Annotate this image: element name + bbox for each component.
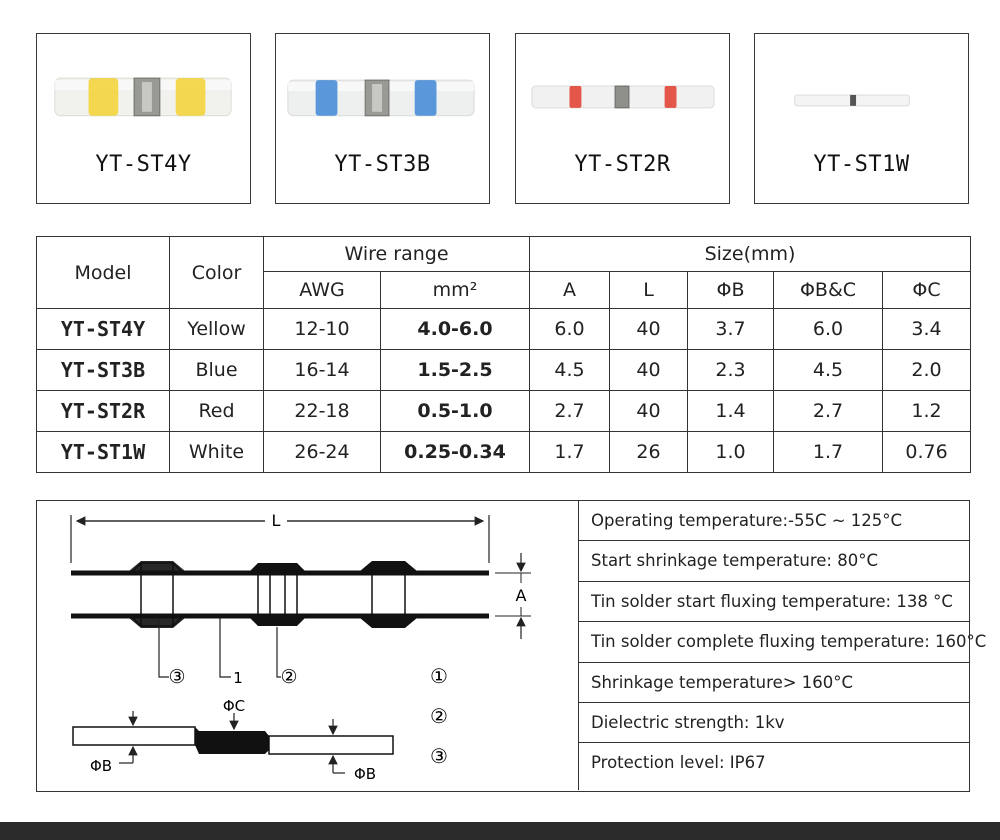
header-a: A (530, 272, 610, 309)
cell-model: YT-ST1W (37, 432, 170, 473)
phi-c-label: ΦC (222, 697, 246, 715)
property-operating-temp: Operating temperature:-55C ~ 125°C (579, 501, 969, 541)
cell-phi-c: 0.76 (883, 432, 971, 473)
cell-awg: 22-18 (264, 391, 381, 432)
cell-l: 40 (610, 350, 688, 391)
cell-phi-bc: 6.0 (774, 309, 883, 350)
cell-phi-b: 1.4 (688, 391, 774, 432)
band-left (89, 78, 119, 116)
header-color: Color (170, 237, 264, 309)
band-right (176, 78, 206, 116)
cell-awg: 26-24 (264, 432, 381, 473)
cell-model: YT-ST3B (37, 350, 170, 391)
header-size: Size(mm) (530, 237, 971, 272)
cell-color: Red (170, 391, 264, 432)
callout-1: 1 (233, 669, 243, 687)
dim-a-label: A (515, 586, 527, 605)
header-phi-b: ΦB (688, 272, 774, 309)
callout-3: ③ (168, 666, 186, 688)
table-row (37, 309, 971, 350)
solder-sleeve-red-icon (516, 34, 729, 144)
cell-color: Blue (170, 350, 264, 391)
product-model-label: YT-ST3B (334, 152, 431, 177)
product-model-label: YT-ST2R (574, 152, 671, 177)
cell-mm2: 0.25-0.34 (381, 432, 530, 473)
spec-table (36, 236, 971, 473)
header-awg: AWG (264, 272, 381, 309)
sleeve-drawing (37, 501, 578, 790)
header-phi-bc: ΦB&C (774, 272, 883, 309)
cell-phi-b: 2.3 (688, 350, 774, 391)
table-row (37, 432, 971, 473)
solder-sleeve-yellow-icon (37, 34, 250, 144)
cell-model: YT-ST4Y (37, 309, 170, 350)
cell-mm2: 0.5-1.0 (381, 391, 530, 432)
legend-2: ② (430, 704, 448, 728)
cell-phi-b: 3.7 (688, 309, 774, 350)
legend-3: ③ (430, 744, 448, 768)
cell-mm2: 4.0-6.0 (381, 309, 530, 350)
header-phi-c: ΦC (883, 272, 971, 309)
table-row (37, 391, 971, 432)
table-row (37, 350, 971, 391)
product-card-white (754, 33, 969, 204)
cell-awg: 16-14 (264, 350, 381, 391)
product-card-red (515, 33, 730, 204)
cell-a: 2.7 (530, 391, 610, 432)
band-left (569, 86, 581, 108)
cell-phi-c: 3.4 (883, 309, 971, 350)
header-wire-range: Wire range (264, 237, 530, 272)
cell-phi-c: 1.2 (883, 391, 971, 432)
callout-2: ② (280, 666, 298, 688)
cell-l: 40 (610, 391, 688, 432)
cell-a: 6.0 (530, 309, 610, 350)
bottom-bar (0, 822, 1000, 840)
cell-awg: 12-10 (264, 309, 381, 350)
product-card-blue (275, 33, 490, 204)
cell-l: 40 (610, 309, 688, 350)
phi-b-right-label: ΦB (353, 765, 377, 783)
property-flux-start-temp: Tin solder start fluxing temperature: 138 °C (579, 582, 969, 622)
band-right (665, 86, 677, 108)
product-model-label: YT-ST4Y (95, 152, 192, 177)
cell-phi-bc: 1.7 (774, 432, 883, 473)
solder-sleeve-white-icon (755, 34, 968, 144)
cell-l: 26 (610, 432, 688, 473)
property-flux-complete-temp: Tin solder complete fluxing temperature: 160°C (579, 622, 969, 662)
cell-mm2: 1.5-2.5 (381, 350, 530, 391)
cell-color: White (170, 432, 264, 473)
solder-sleeve-blue-icon (276, 34, 489, 144)
band-right (415, 80, 437, 116)
property-dielectric: Dielectric strength: 1kv (579, 703, 969, 743)
property-start-shrink-temp: Start shrinkage temperature: 80°C (579, 541, 969, 581)
header-l: L (610, 272, 688, 309)
cell-phi-b: 1.0 (688, 432, 774, 473)
bottom-section (36, 500, 987, 792)
header-model: Model (37, 237, 170, 309)
legend-1: ① (430, 664, 448, 688)
dim-l-label: L (271, 511, 281, 530)
technical-diagram (37, 501, 579, 790)
property-protection: Protection level: IP67 (591, 753, 766, 773)
cell-model: YT-ST2R (37, 391, 170, 432)
cell-phi-bc: 4.5 (774, 350, 883, 391)
cell-phi-c: 2.0 (883, 350, 971, 391)
header-mm2: mm² (381, 272, 530, 309)
cell-a: 1.7 (530, 432, 610, 473)
product-card-yellow (36, 33, 251, 204)
product-model-label: YT-ST1W (813, 152, 910, 177)
cell-a: 4.5 (530, 350, 610, 391)
cell-color: Yellow (170, 309, 264, 350)
band-left (316, 80, 338, 116)
properties-list (579, 501, 987, 790)
cell-phi-bc: 2.7 (774, 391, 883, 432)
phi-b-left-label: ΦB (89, 757, 113, 775)
property-shrink-temp: Shrinkage temperature> 160°C (579, 663, 969, 703)
